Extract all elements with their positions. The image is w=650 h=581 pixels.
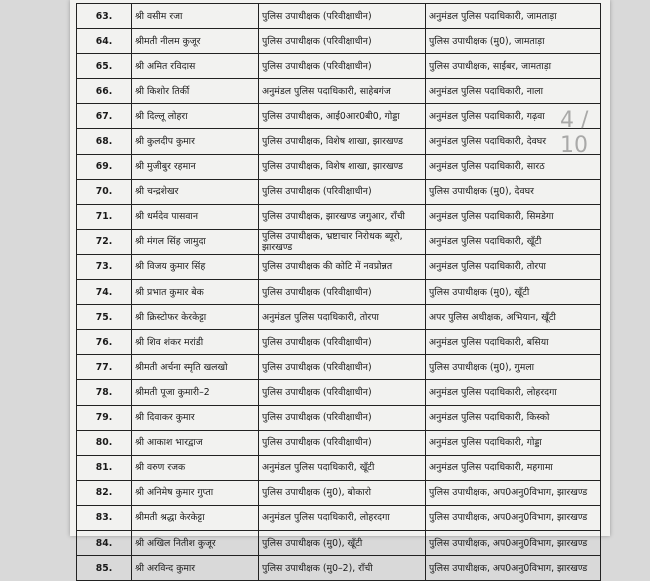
serial-number: 66. (77, 79, 132, 104)
new-posting: अनुमंडल पुलिस पदाधिकारी, महगामा (426, 455, 601, 480)
table-row (77, 104, 601, 129)
table-row (77, 154, 601, 179)
serial-number: 78. (77, 380, 132, 405)
officer-name: श्री दिवाकर कुमार (132, 405, 259, 430)
table-row (77, 254, 601, 279)
current-posting: पुलिस उपाधीक्षक (मु0–2), राँची (259, 556, 426, 581)
new-posting: अनुमंडल पुलिस पदाधिकारी, खूँटी (426, 229, 601, 254)
current-posting: अनुमंडल पुलिस पदाधिकारी, खूँटी (259, 455, 426, 480)
officer-name: श्री मंगल सिंह जामुदा (132, 229, 259, 254)
officer-name: श्री चन्द्रशेखर (132, 179, 259, 204)
new-posting: अनुमंडल पुलिस पदाधिकारी, तोरपा (426, 254, 601, 279)
officer-name: श्री मुजीबुर रहमान (132, 154, 259, 179)
officer-name: श्री अखिल नितीश कुजूर (132, 530, 259, 555)
officer-name: श्रीमती श्रद्धा केरकेट्टा (132, 505, 259, 530)
officer-name: श्री दिल्लू लोहरा (132, 104, 259, 129)
officer-name: श्री धर्मदेव पासवान (132, 204, 259, 229)
officer-name: श्री वरुण रजक (132, 455, 259, 480)
serial-number: 67. (77, 104, 132, 129)
current-posting: पुलिस उपाधीक्षक, भ्रष्टाचार निरोधक ब्यूरो, झारखण्ड (259, 229, 426, 254)
table-row (77, 79, 601, 104)
serial-number: 75. (77, 305, 132, 330)
serial-number: 71. (77, 204, 132, 229)
current-posting: पुलिस उपाधीक्षक (परिवीक्षाधीन) (259, 380, 426, 405)
serial-number: 70. (77, 179, 132, 204)
current-posting: पुलिस उपाधीक्षक (परिवीक्षाधीन) (259, 179, 426, 204)
officer-name: श्री अरविन्द कुमार (132, 556, 259, 581)
current-posting: पुलिस उपाधीक्षक (परिवीक्षाधीन) (259, 355, 426, 380)
serial-number: 68. (77, 129, 132, 154)
new-posting: पुलिस उपाधीक्षक, साईबर, जामताड़ा (426, 54, 601, 79)
table-body (77, 4, 601, 581)
document-page (70, 0, 610, 574)
officer-name: श्रीमती नीलम कुजूर (132, 29, 259, 54)
new-posting: अनुमंडल पुलिस पदाधिकारी, नाला (426, 79, 601, 104)
serial-number: 74. (77, 280, 132, 305)
current-posting: पुलिस उपाधीक्षक (मु0), बोकारो (259, 480, 426, 505)
table-row (77, 405, 601, 430)
officer-name: श्री विजय कुमार सिंह (132, 254, 259, 279)
current-posting: पुलिस उपाधीक्षक, झारखण्ड जगुआर, राँची (259, 204, 426, 229)
new-posting: अनुमंडल पुलिस पदाधिकारी, जामताड़ा (426, 4, 601, 29)
serial-number: 84. (77, 530, 132, 555)
officer-name: श्री शिव शंकर मरांडी (132, 330, 259, 355)
table-row (77, 505, 601, 530)
transfer-table (76, 3, 601, 581)
officer-name: श्री प्रभात कुमार बेक (132, 280, 259, 305)
serial-number: 81. (77, 455, 132, 480)
table-row (77, 204, 601, 229)
table-row (77, 280, 601, 305)
table-row (77, 29, 601, 54)
new-posting: अनुमंडल पुलिस पदाधिकारी, सिमडेगा (426, 204, 601, 229)
serial-number: 63. (77, 4, 132, 29)
current-posting: पुलिस उपाधीक्षक (परिवीक्षाधीन) (259, 4, 426, 29)
table-row (77, 430, 601, 455)
current-posting: पुलिस उपाधीक्षक (परिवीक्षाधीन) (259, 405, 426, 430)
serial-number: 76. (77, 330, 132, 355)
officer-name: श्री वसीम रजा (132, 4, 259, 29)
page-indicator: 4 / 10 (560, 108, 589, 158)
officer-name: श्री आकाश भारद्वाज (132, 430, 259, 455)
new-posting: पुलिस उपाधीक्षक, अप0अनु0विभाग, झारखण्ड (426, 480, 601, 505)
serial-number: 69. (77, 154, 132, 179)
table-row (77, 330, 601, 355)
serial-number: 77. (77, 355, 132, 380)
new-posting: पुलिस उपाधीक्षक, अप0अनु0विभाग, झारखण्ड (426, 530, 601, 555)
serial-number: 65. (77, 54, 132, 79)
serial-number: 82. (77, 480, 132, 505)
current-posting: पुलिस उपाधीक्षक की कोटि में नवप्रोन्नत (259, 254, 426, 279)
current-posting: पुलिस उपाधीक्षक, विशेष शाखा, झारखण्ड (259, 129, 426, 154)
table-row (77, 229, 601, 254)
current-posting: पुलिस उपाधीक्षक (परिवीक्षाधीन) (259, 280, 426, 305)
officer-name: श्रीमती पूजा कुमारी–2 (132, 380, 259, 405)
current-posting: पुलिस उपाधीक्षक (परिवीक्षाधीन) (259, 29, 426, 54)
current-posting: पुलिस उपाधीक्षक (परिवीक्षाधीन) (259, 54, 426, 79)
current-posting: पुलिस उपाधीक्षक (परिवीक्षाधीन) (259, 330, 426, 355)
table-row (77, 556, 601, 581)
new-posting: अपर पुलिस अधीक्षक, अभियान, खूँटी (426, 305, 601, 330)
serial-number: 80. (77, 430, 132, 455)
current-posting: अनुमंडल पुलिस पदाधिकारी, तोरपा (259, 305, 426, 330)
serial-number: 64. (77, 29, 132, 54)
officer-name: श्री अनिमेष कुमार गुप्ता (132, 480, 259, 505)
new-posting: अनुमंडल पुलिस पदाधिकारी, गोड्डा (426, 430, 601, 455)
serial-number: 79. (77, 405, 132, 430)
table-row (77, 380, 601, 405)
table-row (77, 480, 601, 505)
current-posting: अनुमंडल पुलिस पदाधिकारी, साहेबगंज (259, 79, 426, 104)
current-posting: अनुमंडल पुलिस पदाधिकारी, लोहरदगा (259, 505, 426, 530)
officer-name: श्री कुलदीप कुमार (132, 129, 259, 154)
new-posting: पुलिस उपाधीक्षक (मु0), जामताड़ा (426, 29, 601, 54)
new-posting: अनुमंडल पुलिस पदाधिकारी, किस्को (426, 405, 601, 430)
table-row (77, 455, 601, 480)
new-posting: पुलिस उपाधीक्षक (मु0), देवघर (426, 179, 601, 204)
serial-number: 73. (77, 254, 132, 279)
current-posting: पुलिस उपाधीक्षक (परिवीक्षाधीन) (259, 430, 426, 455)
new-posting: पुलिस उपाधीक्षक (मु0), खूँटी (426, 280, 601, 305)
new-posting: पुलिस उपाधीक्षक, अप0अनु0विभाग, झारखण्ड (426, 505, 601, 530)
new-posting: अनुमंडल पुलिस पदाधिकारी, देवघर (426, 129, 601, 154)
table-row (77, 530, 601, 555)
current-posting: पुलिस उपाधीक्षक, विशेष शाखा, झारखण्ड (259, 154, 426, 179)
officer-name: श्री क्रिस्टोफर केरकेट्टा (132, 305, 259, 330)
new-posting: पुलिस उपाधीक्षक, अप0अनु0विभाग, झारखण्ड (426, 556, 601, 581)
new-posting: अनुमंडल पुलिस पदाधिकारी, बसिया (426, 330, 601, 355)
officer-name: श्री अमित रविदास (132, 54, 259, 79)
current-posting: पुलिस उपाधीक्षक (मु0), खूँटी (259, 530, 426, 555)
table-row (77, 129, 601, 154)
officer-name: श्रीमती अर्चना स्मृति खलखो (132, 355, 259, 380)
officer-name: श्री किशोर तिर्की (132, 79, 259, 104)
table-row (77, 4, 601, 29)
table-row (77, 305, 601, 330)
new-posting: अनुमंडल पुलिस पदाधिकारी, सारठ (426, 154, 601, 179)
table-row (77, 179, 601, 204)
new-posting: अनुमंडल पुलिस पदाधिकारी, लोहरदगा (426, 380, 601, 405)
serial-number: 72. (77, 229, 132, 254)
table-row (77, 355, 601, 380)
serial-number: 85. (77, 556, 132, 581)
current-posting: पुलिस उपाधीक्षक, आई0आर0बी0, गोड्डा (259, 104, 426, 129)
table-row (77, 54, 601, 79)
serial-number: 83. (77, 505, 132, 530)
new-posting: अनुमंडल पुलिस पदाधिकारी, गढ़वा (426, 104, 601, 129)
new-posting: पुलिस उपाधीक्षक (मु0), गुमला (426, 355, 601, 380)
